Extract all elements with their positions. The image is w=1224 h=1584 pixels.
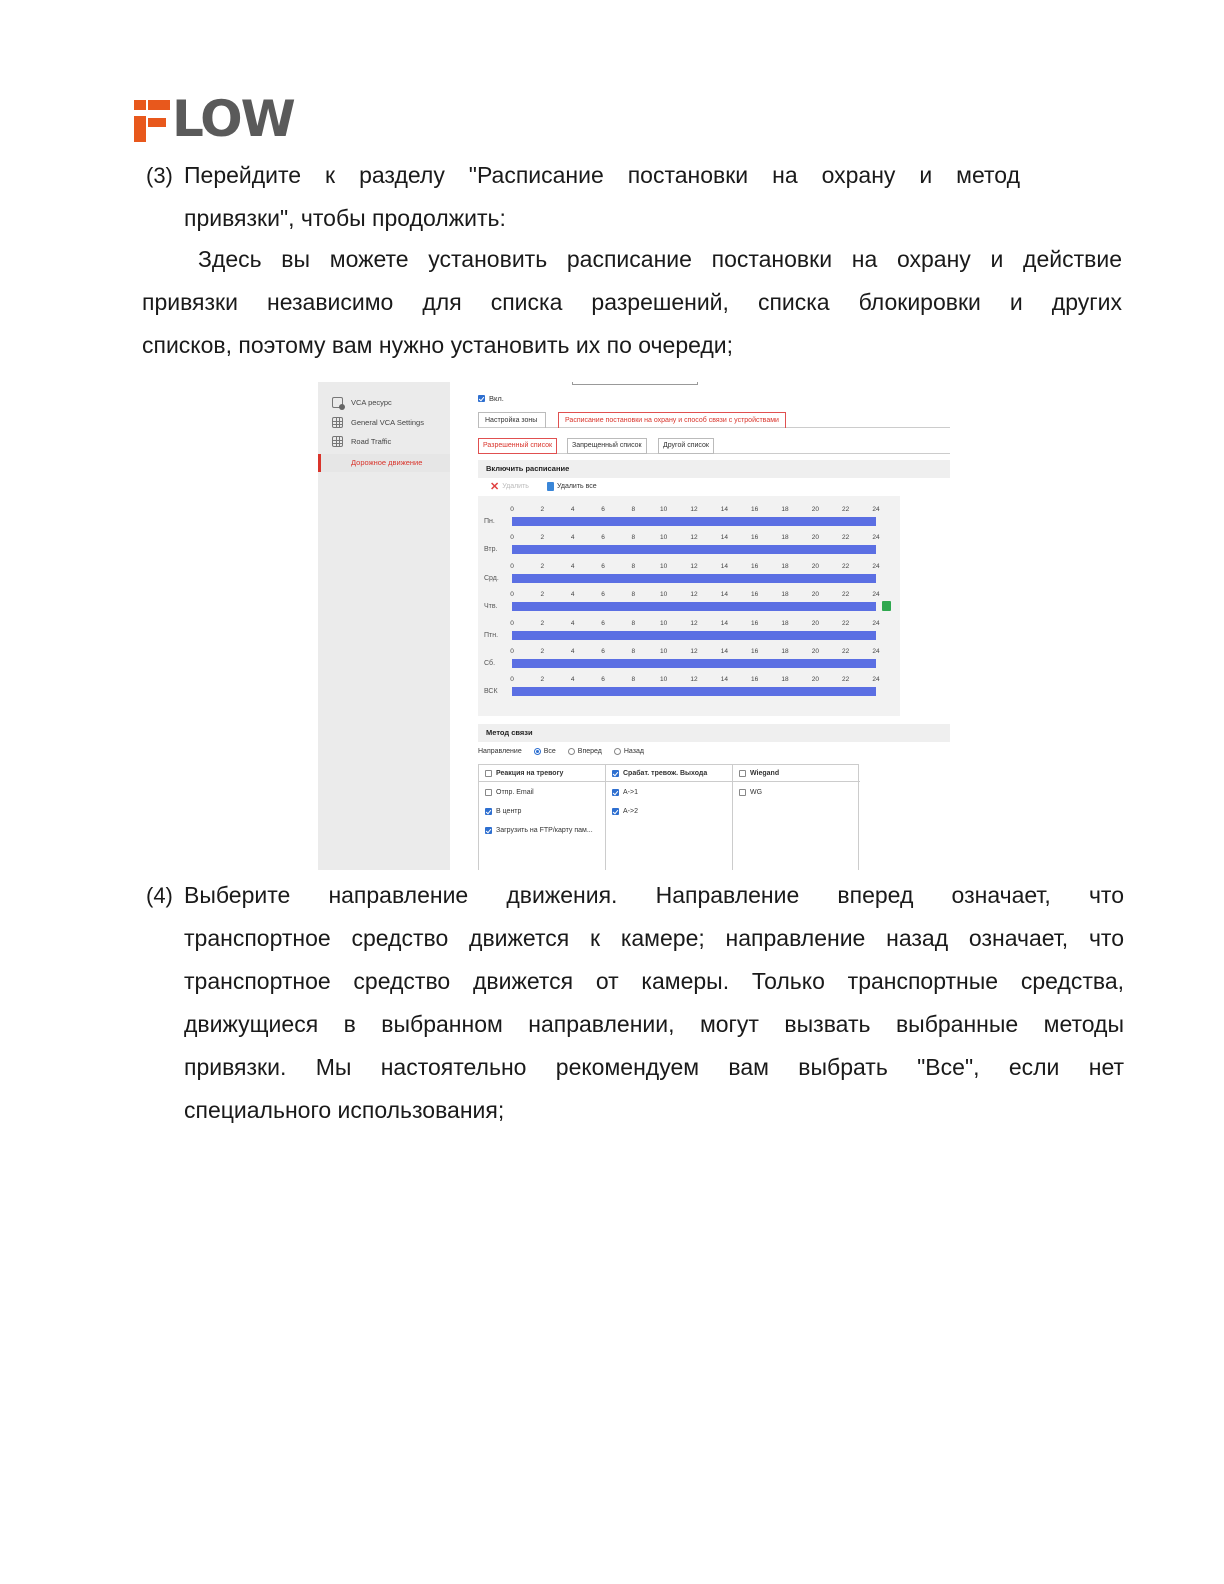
linkage-option[interactable] (612, 789, 638, 796)
enable-checkbox[interactable] (478, 394, 504, 403)
radio-forward[interactable] (568, 748, 575, 755)
schedule-row (478, 648, 900, 676)
option-label: Загрузить на FTP/карту пам... (496, 827, 593, 834)
list-tabs (478, 438, 950, 454)
checkbox-icon[interactable] (739, 770, 746, 777)
hour-tick: 20 (811, 619, 819, 627)
hour-tick: 10 (660, 562, 668, 570)
sidebar-item-vca-resource[interactable] (332, 394, 392, 410)
hour-tick: 12 (690, 619, 698, 627)
tab-block-list[interactable]: Запрещенный список (567, 438, 647, 454)
logo-mark (148, 118, 166, 127)
dropdown-edge (572, 382, 698, 385)
main-panel (450, 382, 950, 870)
hour-tick: 14 (720, 591, 728, 599)
text-line: движущиеся в выбранном направлении, могут вызвать выбранные методы (184, 1011, 1124, 1037)
hour-tick: 18 (781, 619, 789, 627)
linkage-column-header[interactable] (479, 765, 605, 782)
radio-all[interactable] (534, 748, 541, 755)
linkage-table (478, 764, 859, 870)
settings-screenshot (318, 382, 950, 870)
schedule-row (478, 591, 900, 619)
hour-tick: 8 (631, 648, 636, 655)
hour-tick: 0 (510, 506, 514, 513)
hour-tick: 20 (811, 648, 819, 655)
hour-ticks (512, 620, 878, 629)
sidebar (318, 382, 450, 870)
radio-label: Все (543, 748, 556, 755)
text-line: привязки", чтобы продолжить: (184, 205, 506, 231)
step-number: (4) (146, 883, 173, 908)
enable-label: Вкл. (489, 394, 504, 403)
hour-tick: 4 (570, 648, 575, 655)
sidebar-item-general-vca[interactable] (332, 414, 424, 430)
day-label: Чтв. (484, 603, 498, 611)
linkage-column (479, 765, 606, 870)
breadcrumb (478, 412, 950, 428)
hour-tick: 24 (872, 648, 880, 655)
logo-mark (134, 100, 146, 110)
day-label: Пн. (484, 518, 495, 525)
text-line: привязки независимо для списка разрешений, списка блокировки и других (142, 289, 1122, 315)
logo-text: LOW (172, 90, 294, 148)
hour-tick: 22 (842, 534, 850, 542)
option-label: Отпр. Email (496, 789, 534, 796)
hour-ticks (512, 648, 878, 657)
hour-tick: 20 (811, 506, 819, 513)
copy-icon[interactable] (882, 601, 891, 611)
linkage-option[interactable] (485, 789, 534, 796)
hour-tick: 0 (510, 534, 514, 542)
linkage-option[interactable] (612, 808, 638, 815)
checkbox-checked-icon[interactable] (612, 789, 619, 796)
hour-ticks (512, 676, 878, 685)
checkbox-icon[interactable] (485, 789, 492, 796)
hour-tick: 22 (842, 591, 850, 599)
text-line: Выберите направление движения. Направление вперед означает, что (184, 882, 1124, 908)
hour-tick: 14 (720, 534, 728, 542)
delete-all-button[interactable] (547, 482, 597, 491)
tab-zone-settings[interactable]: Настройка зоны (478, 412, 546, 428)
hour-tick: 2 (540, 648, 545, 655)
sidebar-item-label: General VCA Settings (351, 417, 424, 427)
hour-tick: 8 (631, 676, 636, 684)
checkbox-icon[interactable] (739, 789, 746, 796)
step4-body (184, 874, 1124, 1132)
hour-tick: 24 (872, 619, 880, 627)
hour-tick: 24 (872, 591, 880, 599)
hour-tick: 16 (751, 591, 759, 599)
hour-tick: 18 (781, 562, 789, 570)
hour-tick: 6 (601, 648, 605, 655)
hour-tick: 22 (842, 648, 850, 655)
option-label: В центр (496, 808, 522, 815)
hour-tick: 4 (570, 676, 575, 684)
hour-tick: 16 (751, 676, 759, 684)
hour-tick: 12 (690, 676, 698, 684)
logo-mark (148, 100, 170, 110)
hour-tick: 14 (720, 648, 728, 655)
grid-icon (332, 436, 343, 447)
tab-allow-list[interactable]: Разрешенный список (478, 438, 557, 454)
hour-tick: 8 (631, 562, 636, 570)
hour-tick: 12 (690, 562, 698, 570)
checkbox-checked-icon[interactable] (612, 770, 619, 777)
schedule-row (478, 563, 900, 591)
hour-tick: 14 (720, 619, 728, 627)
schedule-row (478, 506, 900, 534)
delete-all-label: Удалить все (556, 483, 597, 490)
hour-tick: 6 (601, 619, 605, 627)
hour-ticks (512, 591, 878, 600)
hour-tick: 2 (540, 506, 545, 513)
hour-ticks (512, 563, 878, 572)
hour-tick: 18 (781, 506, 789, 513)
header-label: Реакция на тревогу (496, 769, 564, 777)
hour-ticks (512, 506, 878, 515)
hour-tick: 14 (720, 676, 728, 684)
schedule-bar[interactable] (512, 687, 876, 696)
direction-label: Направление (478, 748, 522, 755)
tab-schedule-linkage[interactable]: Расписание постановки на охрану и способ связи с устройствами (558, 412, 786, 428)
hour-tick: 22 (842, 676, 850, 684)
hour-tick: 12 (690, 534, 698, 542)
schedule-bar[interactable] (512, 517, 876, 526)
hour-tick: 24 (872, 562, 880, 570)
hour-tick: 24 (872, 534, 880, 542)
grid-icon (332, 417, 343, 428)
linkage-column-header[interactable] (733, 765, 860, 782)
schedule-section-title: Включить расписание (478, 460, 950, 478)
sidebar-item-road-movement[interactable] (318, 454, 450, 472)
text-line: привязки. Мы настоятельно рекомендуем вам выбрать "Все", если нет (184, 1054, 1124, 1080)
hour-ticks (512, 534, 878, 543)
hour-tick: 2 (540, 676, 545, 684)
delete-label: Удалить (502, 483, 529, 490)
hour-tick: 2 (540, 562, 545, 570)
hour-tick: 6 (601, 591, 605, 599)
schedule-bar[interactable] (512, 574, 876, 583)
hour-tick: 20 (811, 676, 819, 684)
option-label: WG (750, 789, 763, 796)
day-label: Срд. (484, 574, 499, 582)
schedule-grid (478, 496, 900, 716)
vca-resource-icon (332, 397, 343, 408)
hour-tick: 14 (720, 506, 728, 513)
header-label: Срабат. тревож. Выхода (623, 769, 708, 777)
hour-tick: 20 (811, 534, 819, 542)
hour-tick: 10 (660, 591, 668, 599)
schedule-bar[interactable] (512, 631, 876, 640)
hour-tick: 0 (510, 648, 514, 655)
text-line: Перейдите к разделу "Расписание постановки на охрану и метод (184, 162, 1020, 188)
hour-tick: 18 (781, 676, 789, 684)
linkage-column (606, 765, 733, 870)
hour-tick: 2 (540, 534, 545, 542)
text-line: транспортное средство движется от камеры. Только транспортные средства, (184, 968, 1124, 994)
sidebar-item-road-traffic[interactable] (332, 433, 391, 449)
schedule-row (478, 620, 900, 648)
linkage-column-header[interactable] (606, 765, 732, 782)
direction-selector (478, 748, 644, 755)
hour-tick: 12 (690, 506, 698, 513)
step3-heading (184, 154, 1020, 240)
linkage-option[interactable] (485, 808, 521, 815)
checkbox-checked-icon (478, 395, 485, 402)
hour-tick: 10 (660, 534, 668, 542)
linkage-option[interactable] (485, 827, 593, 834)
checkbox-checked-icon[interactable] (485, 827, 492, 834)
step-number: (3) (146, 163, 173, 188)
schedule-toolbar (490, 480, 597, 493)
day-label: Сб. (484, 660, 496, 667)
hour-tick: 22 (842, 619, 850, 627)
radio-label: Вперед (577, 748, 602, 755)
schedule-row (478, 534, 900, 562)
hour-tick: 4 (570, 591, 575, 599)
checkbox-checked-icon[interactable] (612, 808, 619, 815)
hour-tick: 12 (690, 591, 698, 599)
hour-tick: 18 (781, 534, 789, 542)
delete-button[interactable] (490, 480, 529, 493)
hour-tick: 20 (811, 591, 819, 599)
hour-tick: 10 (660, 619, 668, 627)
hour-tick: 4 (570, 619, 575, 627)
hour-tick: 6 (601, 506, 605, 513)
linkage-column (733, 765, 860, 870)
checkbox-checked-icon[interactable] (485, 808, 492, 815)
hour-tick: 8 (631, 506, 636, 513)
schedule-row (478, 676, 900, 704)
sidebar-item-label: VCA ресурс (351, 397, 392, 407)
hour-tick: 24 (872, 506, 880, 513)
text-line: специального использования; (184, 1097, 505, 1123)
day-label: Птн. (484, 631, 499, 639)
hour-tick: 10 (660, 648, 668, 655)
radio-label: Назад (623, 748, 644, 755)
hour-tick: 0 (510, 562, 514, 570)
hour-tick: 0 (510, 676, 514, 684)
sidebar-item-label: Дорожное движение (351, 458, 423, 467)
text-line: списков, поэтому вам нужно установить их по очереди; (142, 332, 734, 358)
hour-tick: 4 (570, 506, 575, 513)
hour-tick: 6 (601, 562, 605, 570)
hour-tick: 22 (842, 506, 850, 513)
checkbox-icon[interactable] (485, 770, 492, 777)
link-section-title: Метод связи (478, 724, 950, 742)
hour-tick: 4 (570, 534, 575, 542)
step3-body (142, 238, 1122, 367)
hour-tick: 6 (601, 676, 605, 684)
hour-tick: 6 (601, 534, 605, 542)
hour-tick: 24 (872, 676, 880, 684)
hour-tick: 16 (751, 562, 759, 570)
logo-mark (134, 116, 146, 142)
text-line: Здесь вы можете установить расписание постановки на охрану и действие (198, 246, 1122, 272)
option-label: A->2 (623, 808, 638, 815)
trash-icon (547, 482, 554, 491)
hour-tick: 18 (781, 591, 789, 599)
hour-tick: 0 (510, 619, 514, 627)
hour-tick: 8 (631, 619, 636, 627)
text-line: транспортное средство движется к камере; направление назад означает, что (184, 925, 1124, 951)
hour-tick: 8 (631, 534, 636, 542)
tab-other-list[interactable]: Другой список (658, 438, 714, 454)
radio-back[interactable] (614, 748, 621, 755)
option-label: A->1 (623, 789, 638, 796)
hour-tick: 8 (631, 591, 636, 599)
hour-tick: 22 (842, 562, 850, 570)
hour-tick: 20 (811, 562, 819, 570)
hour-tick: 14 (720, 562, 728, 570)
schedule-bar[interactable] (512, 659, 876, 668)
day-label: ВСК (484, 688, 498, 696)
day-label: Втр. (484, 546, 498, 554)
hour-tick: 2 (540, 591, 545, 599)
hour-tick: 18 (781, 648, 789, 655)
hour-tick: 0 (510, 591, 514, 599)
hour-tick: 12 (690, 648, 698, 655)
close-icon: ✕ (490, 481, 500, 493)
sidebar-item-label: Road Traffic (351, 436, 392, 446)
linkage-option[interactable] (739, 789, 762, 796)
hour-tick: 16 (751, 534, 759, 542)
hour-tick: 16 (751, 506, 759, 513)
hour-tick: 4 (570, 562, 575, 570)
hour-tick: 16 (751, 648, 759, 655)
schedule-bar[interactable] (512, 602, 876, 611)
header-label: Wiegand (750, 769, 780, 777)
hour-tick: 10 (660, 676, 668, 684)
schedule-bar[interactable] (512, 545, 876, 554)
hour-tick: 2 (540, 619, 545, 627)
hour-tick: 10 (660, 506, 668, 513)
hour-tick: 16 (751, 619, 759, 627)
